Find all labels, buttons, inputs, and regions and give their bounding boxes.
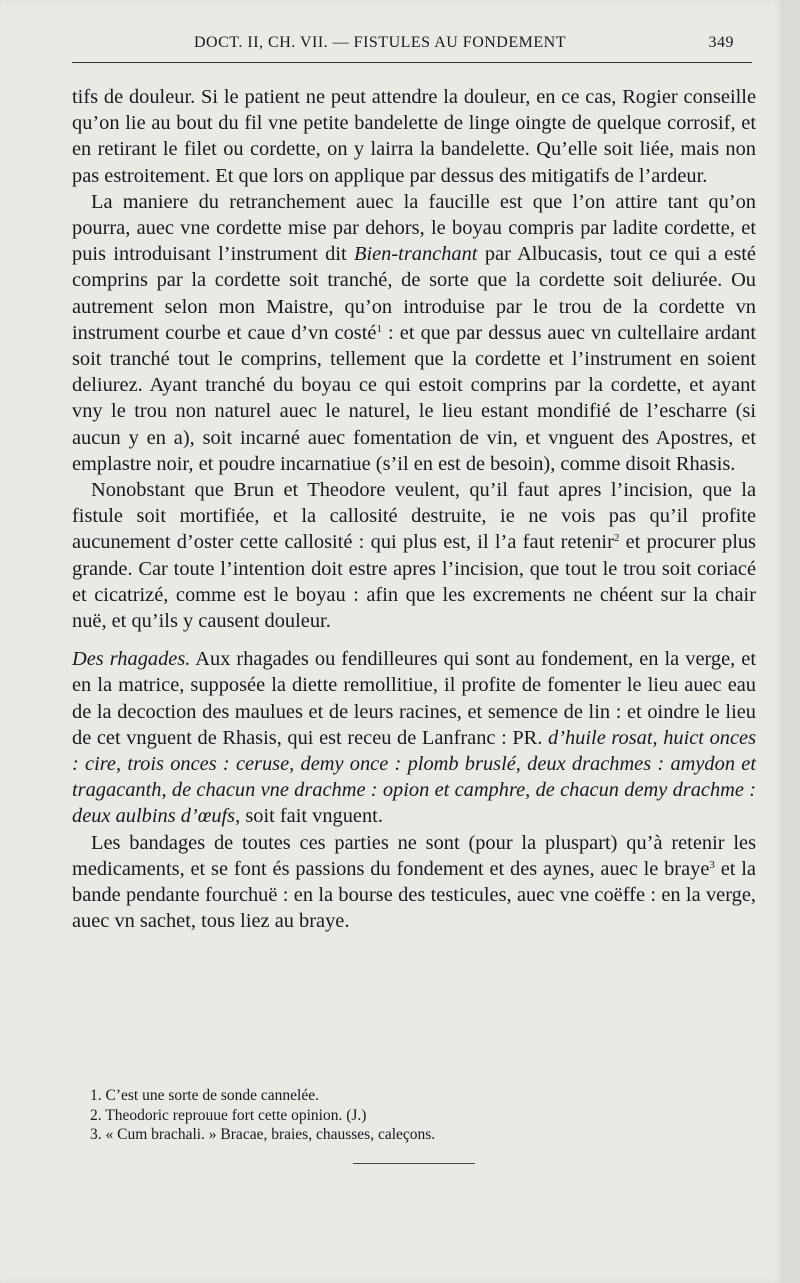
end-rule (353, 1163, 475, 1164)
paragraph-bandages (72, 830, 756, 935)
paragraph-continued: tifs de douleur. Si le patient ne peut attendre la douleur, en ce cas, Rogier conseille qu’on lie au bout du fil vne petite bandelette de linge oingte de quelque corrosif, et en retirant le filet ou cordette, on y lairra la bandelette. Qu’elle soit liée, mais non pas estroitement. Et que lors on applique par dessus des mitigatifs de l’ardeur. (72, 86, 756, 187)
text-run: La maniere du retranchement auec la faucille est que l’on attire tant qu’on pourra, auec vne cordette mise par dehors, le boyau compris par ladite cordette, et puis introduisant l’instrument dit (72, 190, 756, 266)
paragraph-nonobstant (72, 477, 756, 634)
section-heading: Des rhagades. (72, 648, 191, 671)
main-text (72, 84, 756, 935)
footnote-ref-3: 3 (709, 858, 715, 871)
header-rule (72, 62, 752, 63)
italic-recipe: d’huile rosat, huict onces : cire, trois onces : ceruse, demy once : plomb bruslé, deux drachmes : amydon et tragacanth, de chacun vne drachme : opion et camphre, de chacun demy drachme : deux aulbins d’œufs (72, 726, 756, 828)
text-run: Aux rhagades ou fendilleures qui sont au fondement, en la verge, et en la matrice, supposée la diette remollitiue, il profite de fomenter le lieu auec eau de la decoction des maulues et de leurs racines, et semence de lin : et oindre le lieu de cet vnguent de Rhasis, qui est receu de Lanfranc : PR. (72, 648, 757, 749)
footnote-2: 2. Theodoric reprouue fort cette opinion. (J.) (90, 1106, 367, 1124)
running-title: DOCT. II, CH. VII. — FISTULES AU FONDEMENT (194, 34, 566, 51)
text-run: : et que par dessus auec vn cultellaire ardant soit tranché tout le comprins, tellement que la cordette et l’instrument en soient deliurez. Ayant tranché du boyau ce qui estoit comprins par la cordette, et ayant vny le trou non naturel auec le naturel, le lieu estant mondifié de l’escharre (si aucun y en a), soit incarné auec fomentation de vin, et vnguent des Apostres, et emplastre noir, et poudre incarnatiue (s’il en est de besoin), comme disoit Rhasis. (72, 321, 756, 475)
footnotes (90, 1086, 750, 1145)
text-run: Nonobstant que Brun et Theodore veulent, qu’il faut apres l’incision, que la fistule soit mortifiée, et la callosité destruite, ie ne vois pas qu’il profite aucunement d’oster cette callosité : qui plus est, il l’a faut retenir (72, 479, 756, 554)
page-number: 349 (708, 34, 734, 51)
footnote-1: 1. C’est une sorte de sonde cannelée. (90, 1087, 319, 1104)
paragraph-retranchement (72, 189, 756, 477)
paragraph-rhagades (72, 646, 756, 829)
text-run: , soit fait vnguent. (235, 805, 383, 828)
footnote-ref-1: 1 (376, 322, 382, 335)
text-run: et procurer plus grande. Car toute l’intention doit estre apres l’incision, que tout le trou soit coriacé et cicatrizé, comme est le boyau : afin que les excrements ne chéent sur la chair nuë, et qu’ils y causent douleur. (72, 531, 756, 633)
text-run: Les bandages de toutes ces parties ne sont (pour la pluspart) qu’à retenir les medicaments, et se font és passions du fondement et des aynes, auec le braye (72, 831, 756, 880)
text-run: par Albucasis, tout ce qui a esté comprins par la cordette soit tranché, de sorte que la cordette soit deliurée. Ou autrement selon mon Maistre, qu’on introduise par le trou de la cordette vn instrument courbe et caue d’vn costé (72, 243, 756, 344)
page-header (72, 30, 752, 56)
italic-term: Bien-tranchant (354, 243, 478, 266)
footnote-3: 3. « Cum brachali. » Bracae, braies, chausses, caleçons. (90, 1126, 436, 1143)
footnote-ref-2: 2 (613, 532, 620, 545)
text-run: et la bande pendante fourchuë : en la bourse des testicules, auec vne coëffe : en la verge, auec vn sachet, tous liez au braye. (72, 857, 756, 933)
